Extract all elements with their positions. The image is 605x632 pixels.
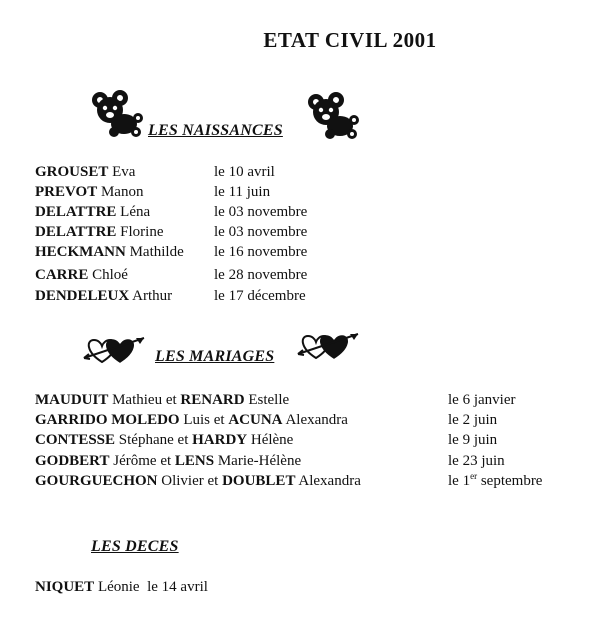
spouse-first-name: Marie-Hélène	[217, 453, 302, 469]
spouse-first-name: Jérôme	[113, 453, 157, 469]
birth-last-name: DELATTRE	[35, 204, 117, 220]
spouse-last-name: ACUNA	[228, 412, 283, 428]
deaths-heading: LES DECES	[91, 538, 179, 555]
spouse-first-name: Olivier	[161, 473, 204, 489]
marriage-date: le 6 janvier	[448, 392, 516, 408]
spouse-last-name: RENARD	[180, 392, 245, 408]
marriage-date: le 23 juin	[448, 453, 505, 469]
birth-last-name: DENDELEUX	[35, 288, 130, 304]
spouse-last-name: MAUDUIT	[35, 392, 109, 408]
birth-first-name: Manon	[100, 184, 144, 200]
death-last-name: NIQUET	[35, 579, 95, 595]
marriage-date: le 9 juin	[448, 432, 498, 448]
death-first-name: Léonie	[97, 579, 140, 595]
birth-date: le 10 avril	[214, 164, 275, 180]
birth-first-name: Florine	[120, 224, 164, 240]
birth-date: le 17 décembre	[214, 288, 306, 304]
spouse-last-name: HARDY	[192, 432, 248, 448]
spouse-last-name: CONTESSE	[35, 432, 116, 448]
spouse-first-name: Alexandra	[285, 412, 348, 428]
connector-text: et	[207, 473, 219, 489]
spouse-first-name: Hélène	[250, 432, 294, 448]
connector-text: et	[177, 432, 189, 448]
date-suffix: septembre	[477, 473, 543, 489]
birth-date: le 11 juin	[214, 184, 271, 200]
birth-first-name: Léna	[120, 204, 151, 220]
hearts-arrow-icon	[296, 328, 362, 364]
spouse-last-name: GOURGUECHON	[35, 473, 158, 489]
birth-first-name: Eva	[112, 164, 136, 180]
spouse-first-name: Luis	[183, 412, 211, 428]
spouse-first-name: Stéphane	[118, 432, 174, 448]
spouse-last-name: DOUBLET	[222, 473, 296, 489]
birth-first-name: Arthur	[132, 288, 173, 304]
marriage-date	[448, 472, 542, 490]
spouse-first-name: Mathieu	[112, 392, 163, 408]
teddy-bear-icon	[86, 86, 148, 138]
birth-last-name: GROUSET	[35, 164, 109, 180]
birth-last-name: HECKMANN	[35, 244, 126, 260]
birth-date: le 16 novembre	[214, 244, 308, 260]
births-heading: LES NAISSANCES	[148, 122, 283, 139]
birth-first-name: Chloé	[92, 267, 128, 283]
birth-first-name: Mathilde	[129, 244, 184, 260]
connector-text: et	[165, 392, 177, 408]
marriage-date: le 2 juin	[448, 412, 498, 428]
birth-date: le 03 novembre	[214, 204, 308, 220]
birth-date: le 03 novembre	[214, 224, 308, 240]
page-title: ETAT CIVIL 2001	[263, 28, 437, 52]
connector-text: et	[213, 412, 225, 428]
date-ordinal: er	[470, 471, 478, 481]
birth-last-name: DELATTRE	[35, 224, 117, 240]
date-prefix: le 1	[448, 473, 471, 489]
marriages-heading: LES MARIAGES	[155, 348, 275, 365]
spouse-last-name: GARRIDO MOLEDO	[35, 412, 180, 428]
hearts-arrow-icon	[82, 332, 148, 368]
connector-text: et	[160, 453, 172, 469]
spouse-first-name: Estelle	[248, 392, 290, 408]
teddy-bear-icon	[302, 88, 364, 140]
birth-date: le 28 novembre	[214, 267, 308, 283]
death-date: le 14 avril	[147, 579, 208, 595]
spouse-first-name: Alexandra	[298, 473, 361, 489]
spouse-last-name: GODBERT	[35, 453, 110, 469]
spouse-last-name: LENS	[174, 453, 215, 469]
birth-last-name: CARRE	[35, 267, 89, 283]
birth-last-name: PREVOT	[35, 184, 98, 200]
